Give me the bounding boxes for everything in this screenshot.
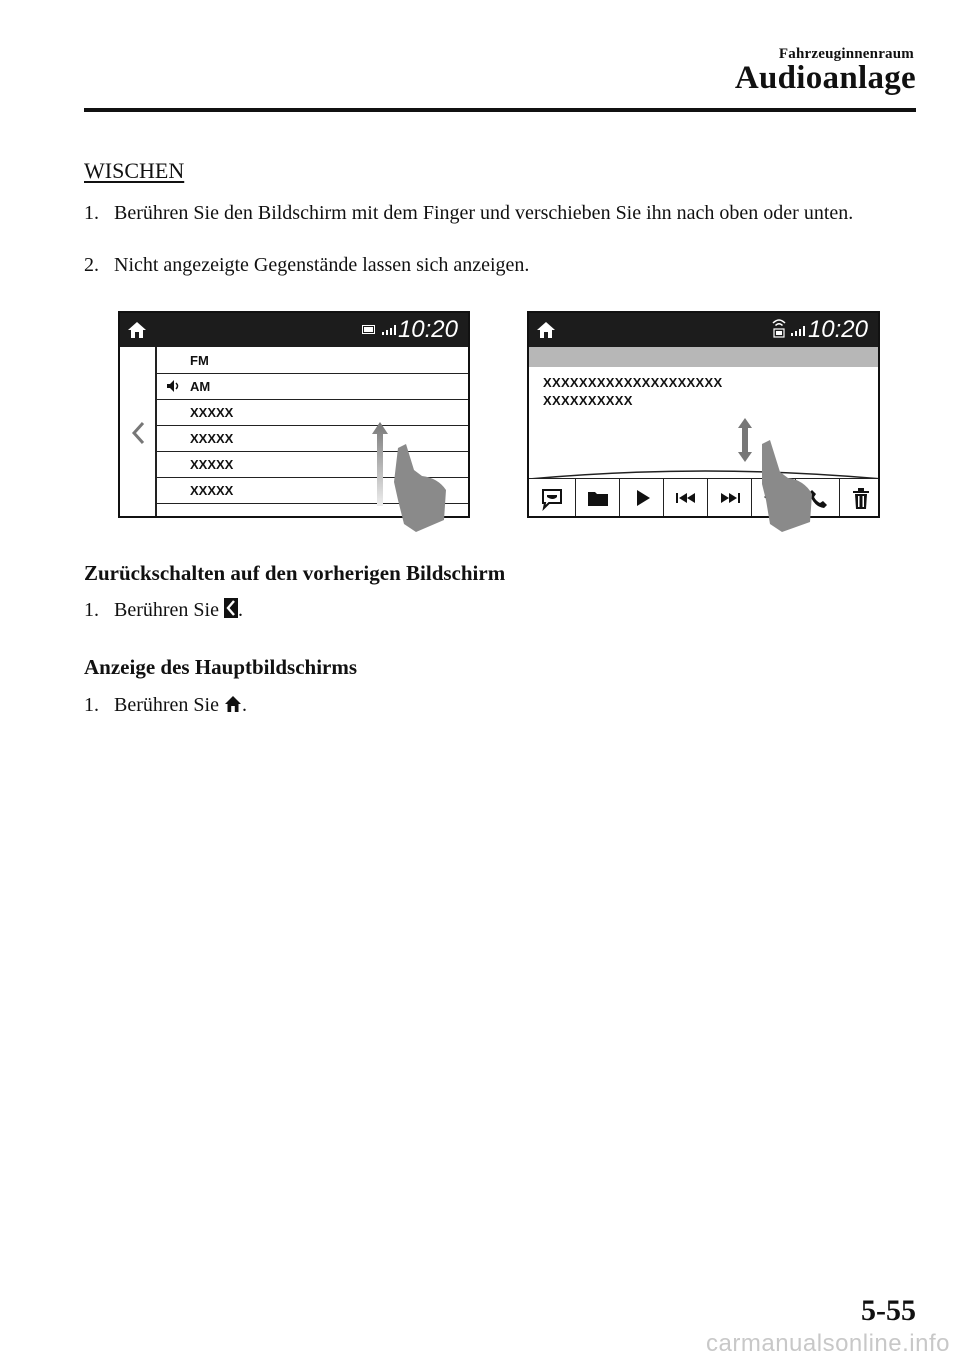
home-icon	[224, 695, 242, 713]
page-number: 5-55	[861, 1294, 916, 1327]
chapter-title: Fahrzeuginnenraum	[778, 46, 914, 62]
step-period: .	[241, 694, 247, 716]
swipe-step-2	[84, 252, 914, 278]
step-period: .	[237, 599, 243, 621]
toolbar-button	[840, 479, 880, 518]
status-bar	[120, 313, 468, 347]
step-number: 1.	[84, 202, 99, 224]
toolbar-button	[620, 479, 664, 518]
step-text: Berühren Sie	[114, 599, 219, 621]
scroll-up-down-icon	[737, 417, 753, 463]
step-text: Berühren Sie den Bildschirm mit dem Finger und verschieben Sie ihn nach oben oder unten.	[114, 202, 854, 224]
tap-gesture-icon	[752, 438, 822, 534]
list-item-label: XXXXX	[190, 483, 234, 498]
battery-icon	[362, 325, 376, 334]
toolbar-button	[576, 479, 620, 518]
clock: 10:20	[807, 316, 868, 343]
play-icon	[635, 489, 651, 507]
title-band	[529, 347, 878, 367]
step-text: Berühren Sie	[114, 694, 219, 716]
toolbar-button	[664, 479, 708, 518]
trash-icon	[852, 488, 870, 510]
back-heading: Zurückschalten auf den vorherigen Bildschirm	[84, 561, 506, 585]
list-item-label: AM	[190, 379, 211, 394]
message-line-2: XXXXXXXXXX	[543, 393, 633, 408]
signal-icon	[382, 324, 398, 335]
wireless-icon	[771, 317, 787, 339]
back-chevron-icon	[131, 421, 145, 445]
watermark: carmanualsonline.info	[706, 1330, 950, 1357]
swipe-heading: WISCHEN	[84, 158, 185, 183]
list-item-label: XXXXX	[190, 405, 234, 420]
message-reply-icon	[539, 487, 565, 511]
message-line-1: XXXXXXXXXXXXXXXXXXXX	[543, 375, 723, 390]
home-icon	[535, 319, 557, 341]
swipe-up-gesture-icon	[360, 420, 460, 535]
back-step-1	[84, 597, 243, 623]
step-number: 1.	[84, 599, 99, 621]
speaker-icon	[166, 379, 182, 393]
toolbar	[529, 478, 878, 518]
step-number: 2.	[84, 254, 99, 276]
status-bar	[529, 313, 878, 347]
folder-icon	[587, 489, 609, 507]
swipe-step-1	[84, 200, 914, 226]
list-item	[156, 373, 468, 400]
step-text: Nicht angezeigte Gegenstände lassen sich anzeigen.	[114, 254, 530, 276]
home-icon	[126, 319, 148, 341]
back-chevron-icon	[224, 598, 238, 618]
list-item-label: XXXXX	[190, 457, 234, 472]
header-rule	[84, 108, 916, 112]
home-heading: Anzeige des Hauptbildschirms	[84, 655, 358, 679]
previous-track-icon	[675, 492, 697, 504]
list-item-label: XXXXX	[190, 431, 234, 446]
message-screen-illustration	[527, 311, 880, 518]
list-item	[156, 347, 468, 374]
section-title: Audioanlage	[734, 60, 916, 96]
home-step-1	[84, 692, 247, 718]
toolbar-button	[708, 479, 752, 518]
signal-icon	[791, 325, 807, 336]
toolbar-button	[529, 479, 576, 518]
next-track-icon	[719, 492, 741, 504]
list-item-label: FM	[190, 353, 209, 368]
step-number: 1.	[84, 694, 99, 716]
clock: 10:20	[397, 316, 458, 343]
